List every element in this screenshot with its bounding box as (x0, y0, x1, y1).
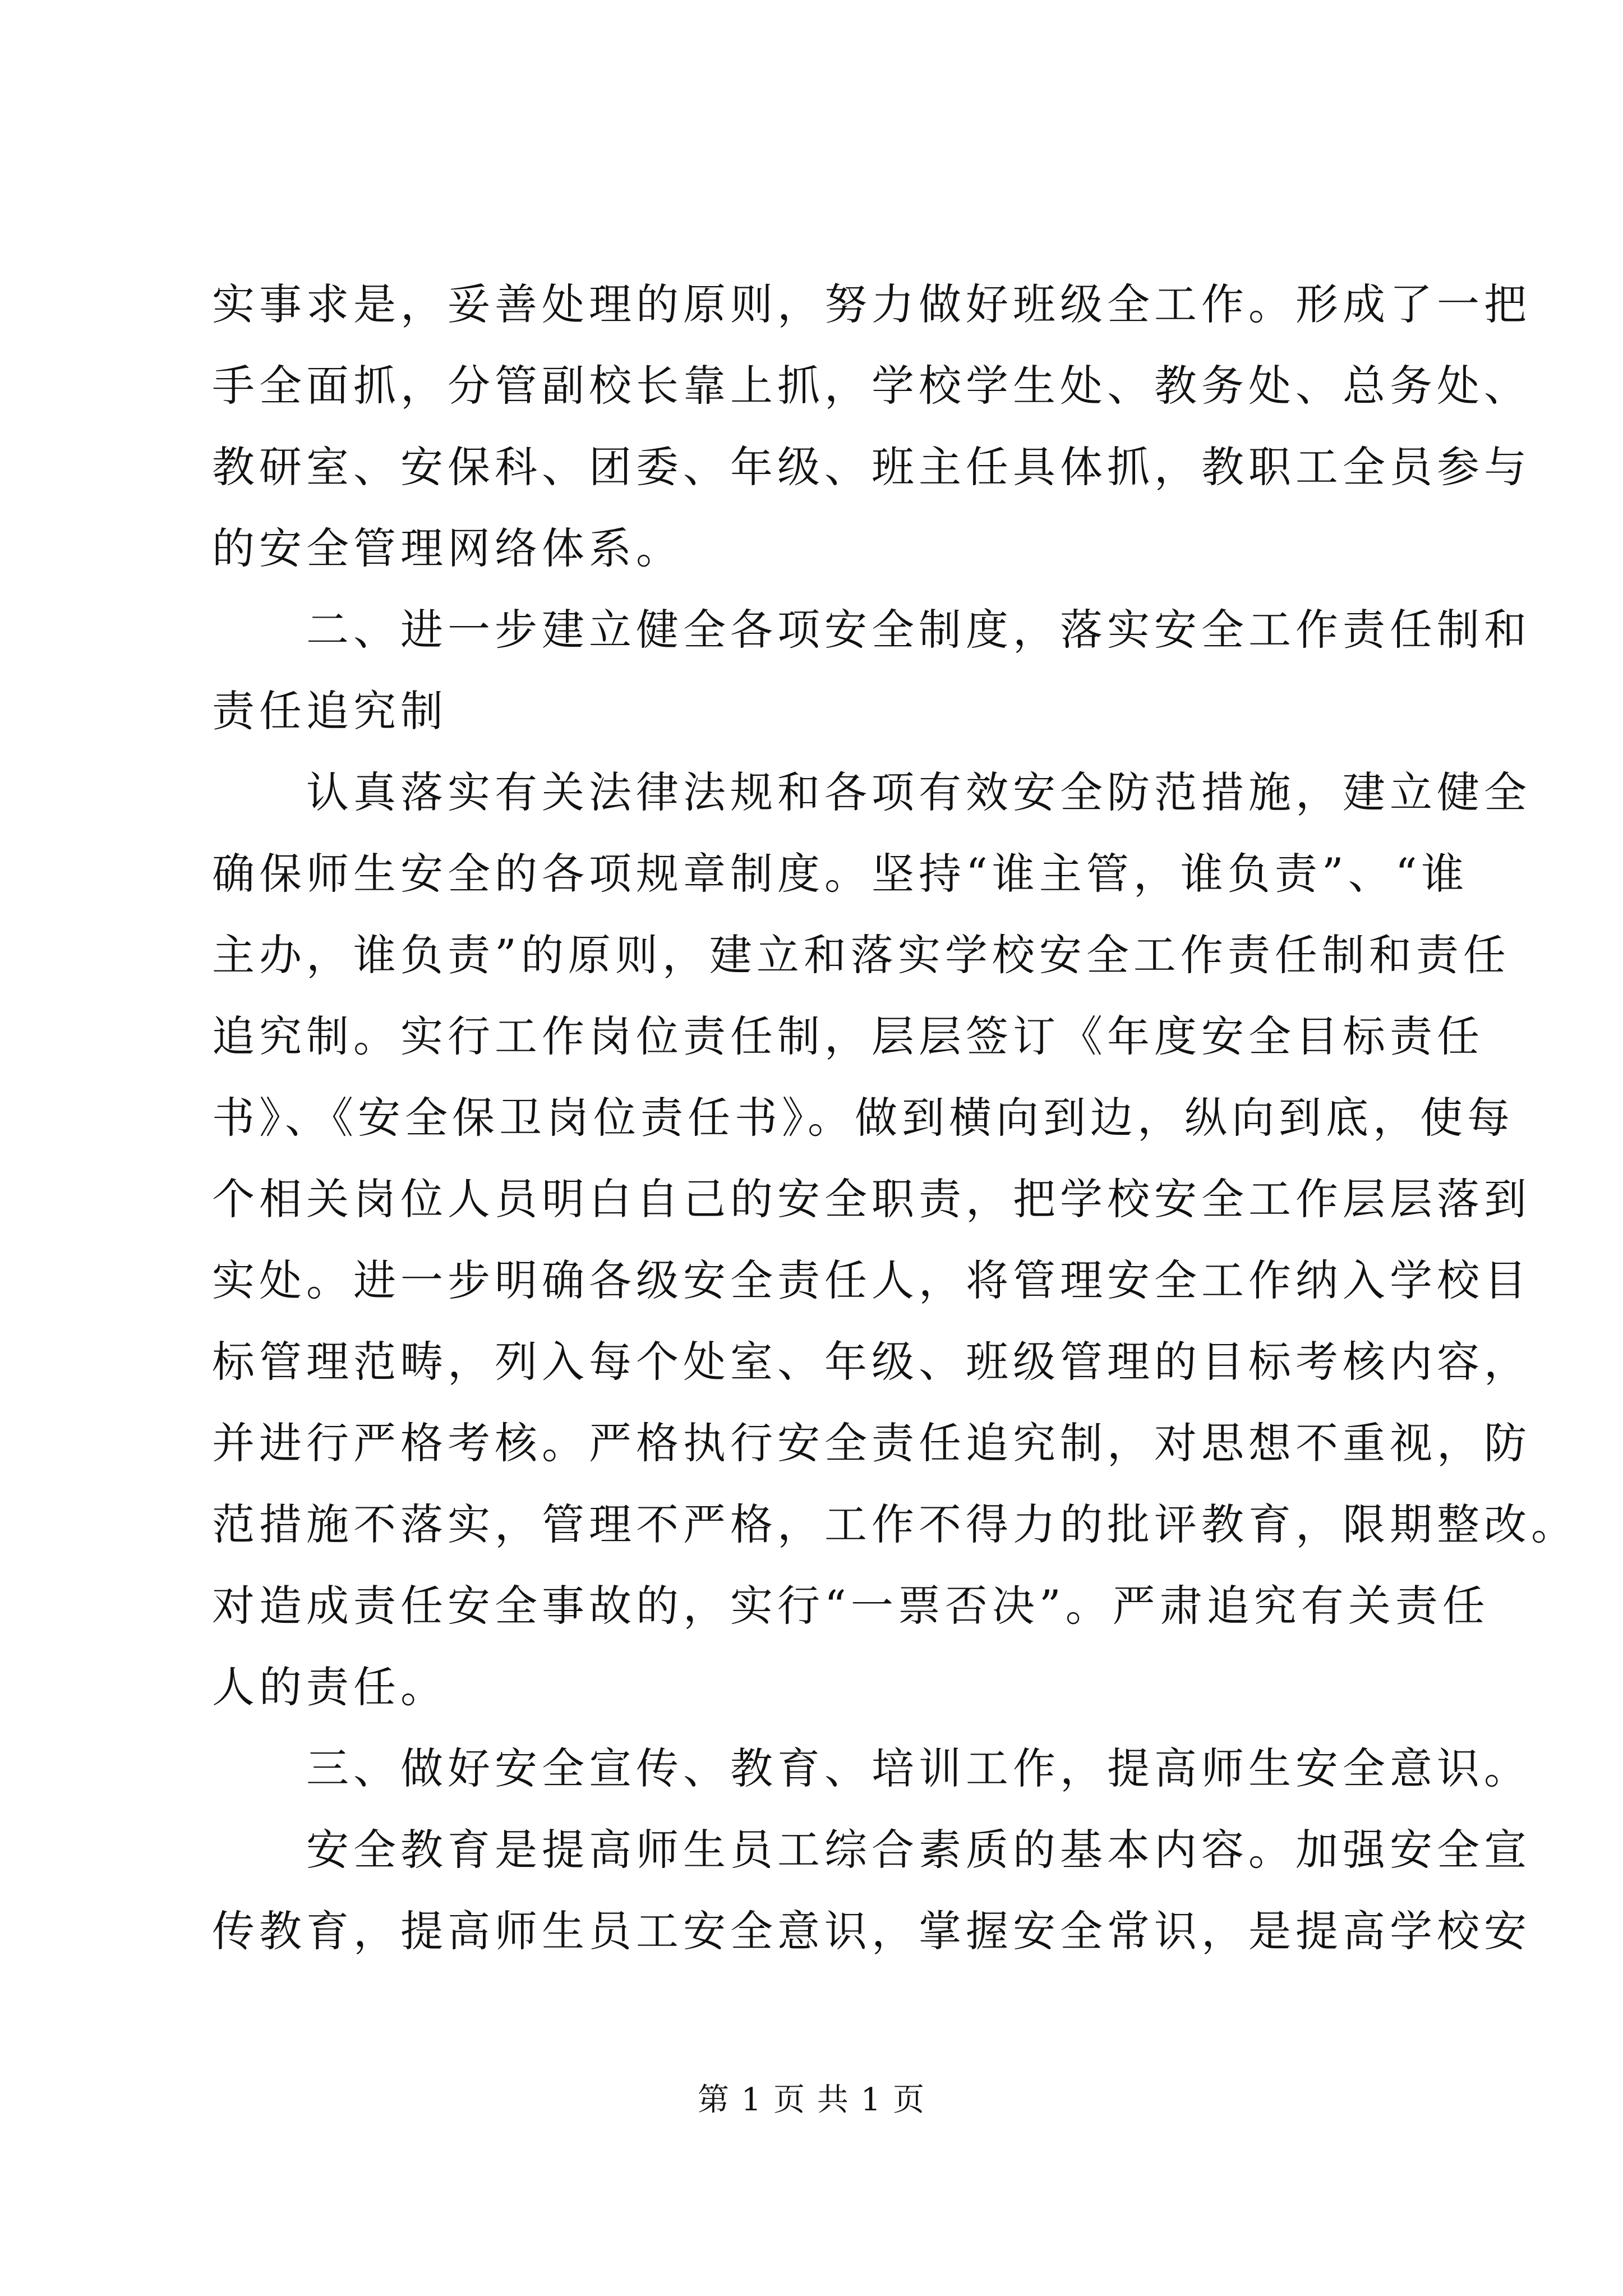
section-heading-line: 责任追究制 (212, 686, 448, 736)
text-line: 追究制。实行工作岗位责任制，层层签订《年度安全目标责任 (212, 1011, 1484, 1061)
text-line: 个相关岗位人员明白自己的安全职责，把学校安全工作层层落到 (212, 1174, 1531, 1224)
page-footer: 第 1 页 共 1 页 (697, 2082, 926, 2118)
text-line: 对造成责任安全事故的，实行“一票否决”。严肃追究有关责任 (212, 1581, 1490, 1631)
section-heading-line: 二、进一步建立健全各项安全制度，落实安全工作责任制和 (212, 605, 1531, 655)
document-body (212, 264, 1578, 1972)
text-line: 认真落实有关法律法规和各项有效安全防范措施，建立健全 (212, 767, 1531, 817)
text-line: 主办，谁负责”的原则，建立和落实学校安全工作责任制和责任 (212, 930, 1510, 980)
text-line: 书》、《安全保卫岗位责任书》。做到横向到边，纵向到底，使每 (212, 1093, 1514, 1143)
text-line: 范措施不落实，管理不严格，工作不得力的批评教育，限期整改。 (212, 1499, 1578, 1549)
text-line: 人的责任。 (212, 1662, 448, 1712)
text-line: 实事求是，妥善处理的原则，努力做好班级全工作。形成了一把 (212, 279, 1531, 329)
text-line: 标管理范畴，列入每个处室、年级、班级管理的目标考核内容， (212, 1337, 1531, 1387)
text-line: 传教育，提高师生员工安全意识，掌握安全常识，是提高学校安 (212, 1906, 1531, 1956)
text-line: 并进行严格考核。严格执行安全责任追究制，对思想不重视，防 (212, 1418, 1531, 1468)
text-line: 的安全管理网络体系。 (212, 523, 683, 573)
text-line: 安全教育是提高师生员工综合素质的基本内容。加强安全宣 (212, 1825, 1531, 1875)
section-heading-line: 三、做好安全宣传、教育、培训工作，提高师生安全意识。 (212, 1743, 1531, 1793)
text-line: 确保师生安全的各项规章制度。坚持“谁主管，谁负责”、“谁 (212, 849, 1469, 899)
text-line: 实处。进一步明确各级安全责任人，将管理安全工作纳入学校目 (212, 1255, 1531, 1305)
text-line: 手全面抓，分管副校长靠上抓，学校学生处、教务处、总务处、 (212, 361, 1531, 411)
text-line: 教研室、安保科、团委、年级、班主任具体抓，教职工全员参与 (212, 442, 1531, 492)
